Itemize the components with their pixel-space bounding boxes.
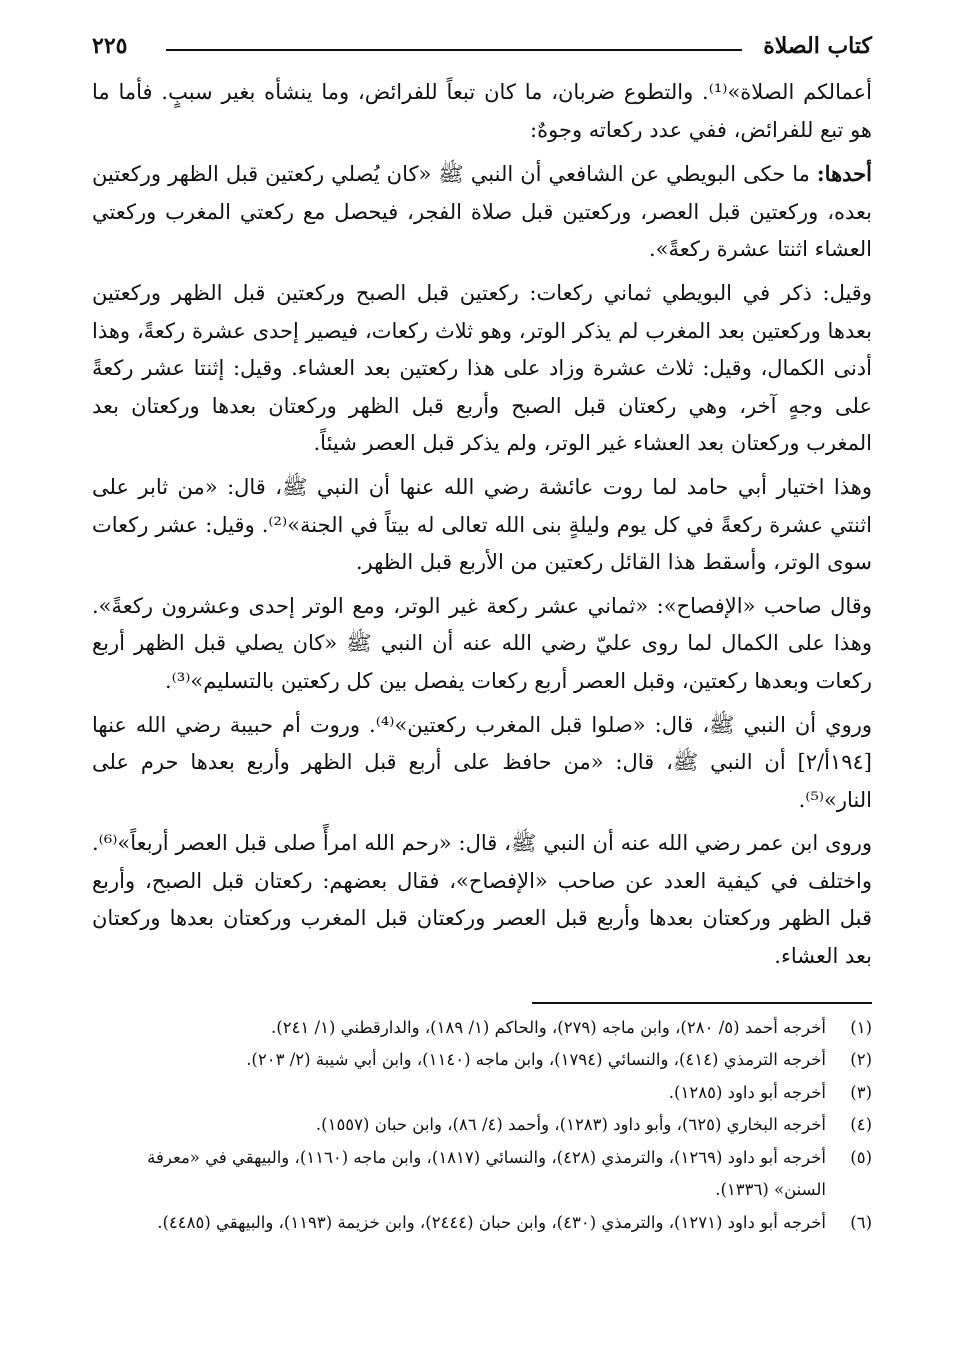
footnote-item <box>92 1044 872 1077</box>
main-text <box>92 74 872 976</box>
footnote-item <box>92 1109 872 1142</box>
footnote-item <box>92 1142 872 1207</box>
footnote-item <box>92 1012 872 1045</box>
footnote-number: (٦) <box>850 1212 872 1232</box>
footnote-item <box>92 1207 872 1240</box>
paragraph-5: وقال صاحب «الإفصاح»: «ثماني عشر ركعة غير الوتر، ومع الوتر إحدى وعشرون ركعةً». وهذا على الكمال لما روى عليّ رضي الله عنه أن النبي ﷺ «كان يصلي قبل الظهر أربع ركعات وبعدها ركعتين، وقبل العصر أربع ركعات يفصل بين كل ركعتين بالتسليم»⁽³⁾. <box>92 593 872 693</box>
footnote-number: (٢) <box>850 1050 872 1070</box>
book-page <box>92 28 872 1239</box>
running-header <box>92 28 872 64</box>
footnote-text: أخرجه أبو داود (١٢٧١)، والترمذي (٤٣٠)، وابن حبان (٢٤٤٤)، وابن خزيمة (١١٩٣)، والبيهقي (٤٤٨٥). <box>157 1212 826 1232</box>
page-number: ٢٢٥ <box>92 33 137 59</box>
paragraph-6: وروي أن النبي ﷺ، قال: «صلوا قبل المغرب ركعتين»⁽⁴⁾. وروت أم حبيبة رضي الله عنها [١٩٤أ/٢] أن النبي ﷺ، قال: «من حافظ على أربع قبل الظهر وأربع بعدها حرم على النار»⁽⁵⁾. <box>92 712 872 812</box>
paragraph-2-lead: أحدها: <box>816 161 872 187</box>
footnote-text: أخرجه أبو داود (١٢٦٩)، والترمذي (٤٢٨)، والنسائي (١٨١٧)، وابن ماجه (١١٦٠)، والبيهقي في «معرفة السنن» (١٣٣٦). <box>147 1147 826 1200</box>
paragraph-2-text: ما حكى البويطي عن الشافعي أن النبي ﷺ «كان يُصلي ركعتين قبل الظهر وركعتين بعده، وركعتين قبل العصر، وركعتين قبل صلاة الفجر، فيحصل مع ركعتي المغرب وركعتي العشاء اثنتا عشرة ركعةً». <box>92 162 872 262</box>
footnote-text: أخرجه البخاري (٦٢٥)، وأبو داود (١٢٨٣)، وأحمد (٤/ ٨٦)، وابن حبان (١٥٥٧). <box>315 1115 826 1135</box>
footnote-number: (٤) <box>850 1115 872 1135</box>
paragraph-2 <box>92 155 872 269</box>
footnote-text: أخرجه الترمذي (٤١٤)، والنسائي (١٧٩٤)، وابن ماجه (١١٤٠)، وابن أبي شيبة (٢/ ٢٠٣). <box>246 1050 826 1070</box>
paragraph-3: وقيل: ذكر في البويطي ثماني ركعات: ركعتين قبل الصبح وركعتين قبل الظهر وركعتين بعدها وركعتين بعد المغرب لم يذكر الوتر، وهو ثلاث ركعات، فيصير إحدى عشرة ركعةً، وهذا أدنى الكمال، وقيل: ثلاث عشرة وزاد على هذا ركعتين بعد العشاء. وقيل: إثنتا عشر ركعةً على وجهٍ آخر، وهي ركعتان قبل الصبح وأربع قبل الظهر وركعتان بعدها وركعتان بعد المغرب وركعتان بعد العشاء غير الوتر، ولم يذكر قبل العصر شيئاً. <box>92 280 872 456</box>
footnote-item <box>92 1077 872 1110</box>
footnote-divider <box>532 1002 872 1004</box>
paragraph-1: أعمالكم الصلاة»⁽¹⁾. والتطوع ضربان، ما كان تبعاً للفرائض، وما ينشأه بغير سببٍ. فأما ما هو تبع للفرائض، ففي عدد ركعاته وجوهٌ: <box>92 80 872 142</box>
footnotes <box>92 1012 872 1240</box>
footnote-text: أخرجه أحمد (٥/ ٢٨٠)، وابن ماجه (٢٧٩)، والحاكم (١/ ١٨٩)، والدارقطني (١/ ٢٤١). <box>271 1017 826 1037</box>
chapter-title: كتاب الصلاة <box>753 33 872 59</box>
paragraph-4: وهذا اختيار أبي حامد لما روت عائشة رضي الله عنها أن النبي ﷺ، قال: «من ثابر على اثنتي عشرة ركعةً في كل يوم وليلةٍ بنى الله تعالى له بيتاً في الجنة»⁽²⁾. وقيل: عشر ركعات سوى الوتر، وأسقط هذا القائل ركعتين من الأربع قبل الظهر. <box>92 474 872 575</box>
footnote-number: (١) <box>850 1017 872 1037</box>
header-rule <box>166 49 742 51</box>
footnote-number: (٣) <box>850 1082 872 1102</box>
footnote-text: أخرجه أبو داود (١٢٨٥). <box>668 1082 826 1102</box>
footnote-number: (٥) <box>850 1147 872 1167</box>
paragraph-7: وروى ابن عمر رضي الله عنه أن النبي ﷺ، قال: «رحم الله امرأً صلى قبل العصر أربعاً»⁽⁶⁾. واختلف في كيفية العدد عن صاحب «الإفصاح»، فقال بعضهم: ركعتان قبل الصبح، وأربع قبل الظهر وركعتان بعدها وأربع قبل العصر وركعتان قبل المغرب وركعتان بعدها وركعتان بعد العشاء. <box>92 831 872 969</box>
